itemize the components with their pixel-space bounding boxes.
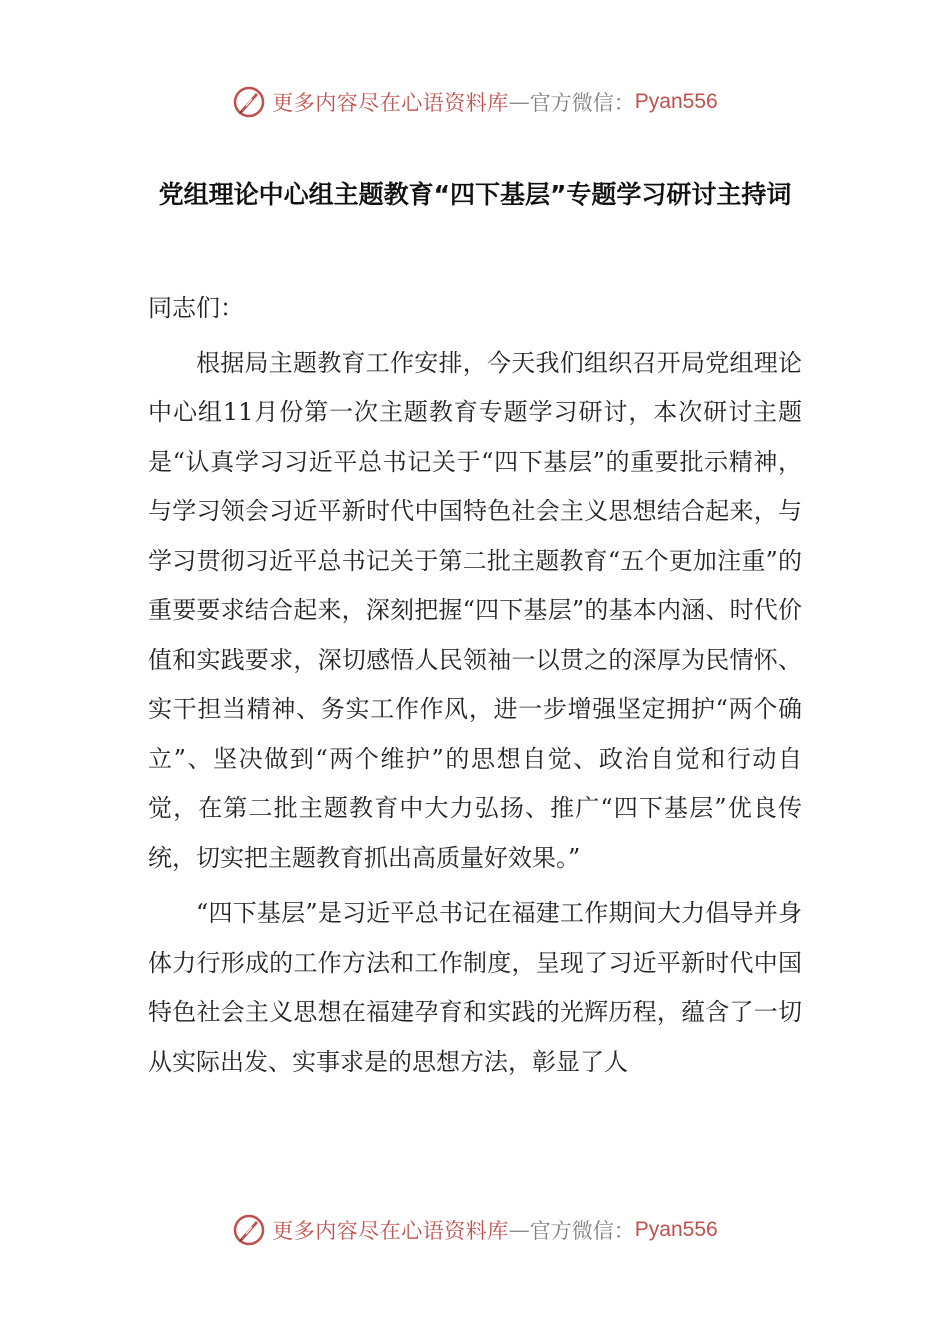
watermark-promo-text: 更多内容尽在心语资料库 (272, 91, 509, 115)
watermark-wechat-label: 官方微信： (529, 91, 635, 115)
watermark-wechat-label: 官方微信： (529, 1219, 635, 1243)
watermark-separator: — (508, 1218, 530, 1242)
body-paragraph: 根据局主题教育工作安排，今天我们组织召开局党组理论中心组11月份第一次主题教育专题学习研讨，本次研讨主题是“认真学习习近平总书记关于“四下基层”的重要批示精神，与学习领会习近平新时代中国特色社会主义思想结合起来，与学习贯彻习近平总书记关于第二批主题教育“五个更加注重”的重要要求结合起来，深刻把握“四下基层”的基本内涵、时代价值和实践要求，深切感悟人民领袖一以贯之的深厚为民情怀、实干担当精神、务实工作作风，进一步增强坚定拥护“两个确立”、坚决做到“两个维护”的思想自觉、政治自觉和行动自觉，在第二批主题教育中大力弘扬、推广“四下基层”优良传统，切实把主题教育抓出高质量好效果。” (148, 348, 802, 872)
watermark-wechat-id: Pyan556 (634, 1218, 718, 1241)
quill-pen-icon (232, 1213, 266, 1247)
watermark-promo-text: 更多内容尽在心语资料库 (272, 1219, 509, 1243)
quill-pen-icon (232, 85, 266, 119)
body-paragraph: “四下基层”是习近平总书记在福建工作期间大力倡导并身体力行形成的工作方法和工作制度，呈现了习近平新时代中国特色社会主义思想在福建孕育和实践的光辉历程，蕴含了一切从实际出发、实事求是的思想方法，彰显了人 (148, 899, 802, 1076)
document-title: 党组理论中心组主题教育“四下基层”专题学习研讨主持词 (158, 180, 792, 209)
watermark-wechat-id: Pyan556 (634, 90, 718, 113)
watermark-separator: — (508, 90, 530, 114)
document-body (148, 284, 802, 1093)
salutation: 同志们： (148, 294, 244, 322)
header-watermark (0, 82, 950, 122)
footer-watermark (0, 1210, 950, 1250)
